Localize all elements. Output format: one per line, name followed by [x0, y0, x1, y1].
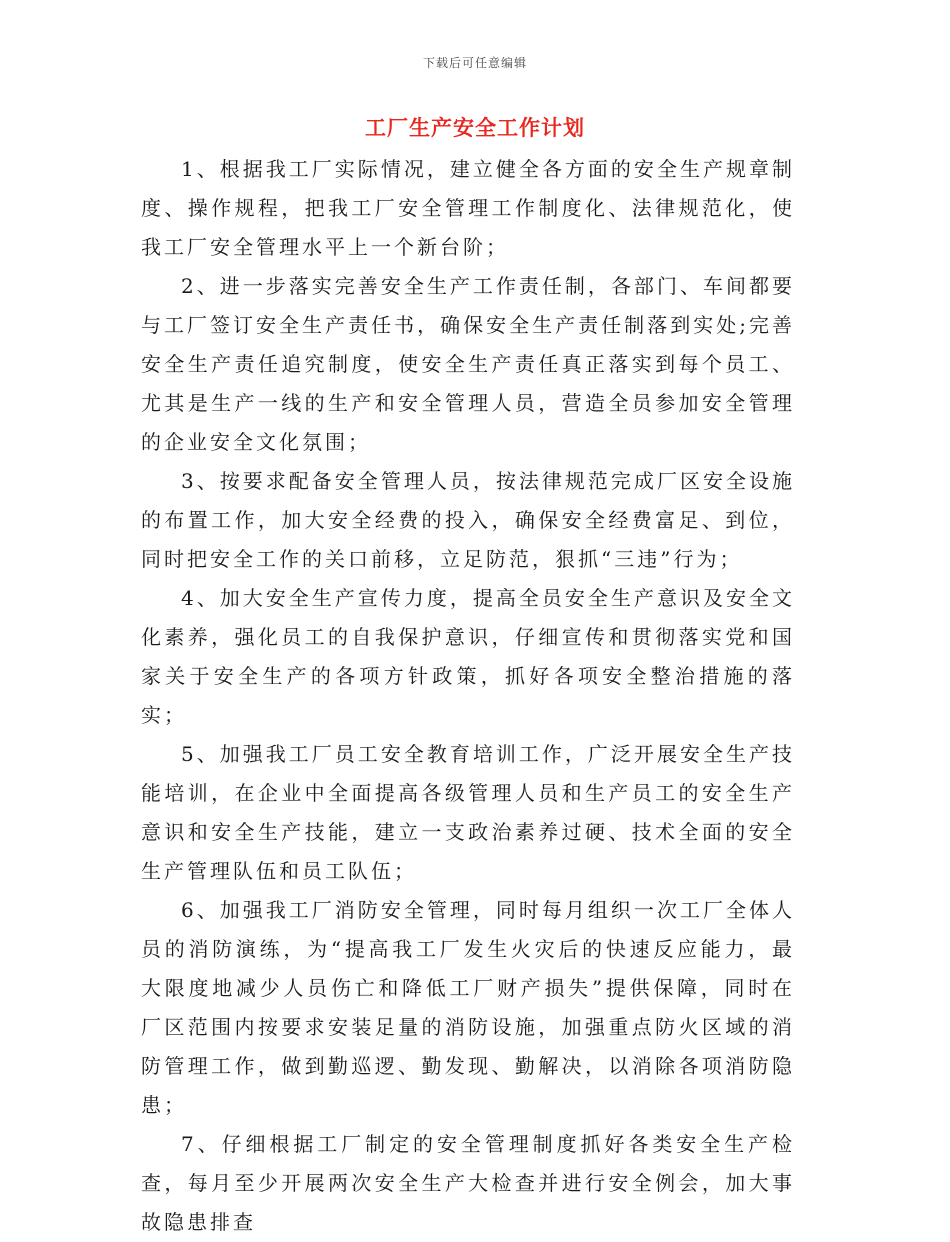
paragraph-4: 4、加大安全生产宣传力度，提高全员安全生产意识及安全文化素养，强化员工的自我保护意识，仔细宣传和贯彻落实党和国家关于安全生产的各项方针政策，抓好各项安全整治措施的落实；	[141, 586, 795, 727]
paragraph-3: 3、按要求配备安全管理人员，按法律规范完成厂区安全设施的布置工作，加大安全经费的投入，确保安全经费富足、到位，同时把安全工作的关口前移，立足防范，狠抓“三违”行为；	[141, 469, 795, 571]
document-title: 工厂生产安全工作计划	[365, 115, 585, 140]
paragraph-1: 1、根据我工厂实际情况，建立健全各方面的安全生产规章制度、操作规程，把我工厂安全管理工作制度化、法律规范化，使我工厂安全管理水平上一个新台阶；	[141, 157, 795, 259]
header-note: 下载后可任意编辑	[422, 56, 527, 70]
paragraph-6: 6、加强我工厂消防安全管理，同时每月组织一次工厂全体人员的消防演练，为“提高我工厂发生火灾后的快速反应能力，最大限度地减少人员伤亡和降低工厂财产损失”提供保障，同时在厂区范围内按要求安装足量的消防设施，加强重点防火区域的消防管理工作，做到勤巡逻、勤发现、勤解决，以消除各项消防隐患；	[141, 898, 795, 1117]
paragraph-5: 5、加强我工厂员工安全教育培训工作，广泛开展安全生产技能培训，在企业中全面提高各级管理人员和生产员工的安全生产意识和安全生产技能，建立一支政治素养过硬、技术全面的安全生产管理队伍和员工队伍；	[141, 742, 795, 883]
paragraph-7: 7、仔细根据工厂制定的安全管理制度抓好各类安全生产检查，每月至少开展两次安全生产大检查并进行安全例会，加大事故隐患排查	[141, 1132, 795, 1234]
paragraph-2: 2、进一步落实完善安全生产工作责任制，各部门、车间都要与工厂签订安全生产责任书，确保安全生产责任制落到实处;完善安全生产责任追究制度，使安全生产责任真正落实到每个员工、尤其是生产一线的生产和安全管理人员，营造全员参加安全管理的企业安全文化氛围；	[141, 274, 795, 454]
document-body	[141, 150, 795, 1242]
